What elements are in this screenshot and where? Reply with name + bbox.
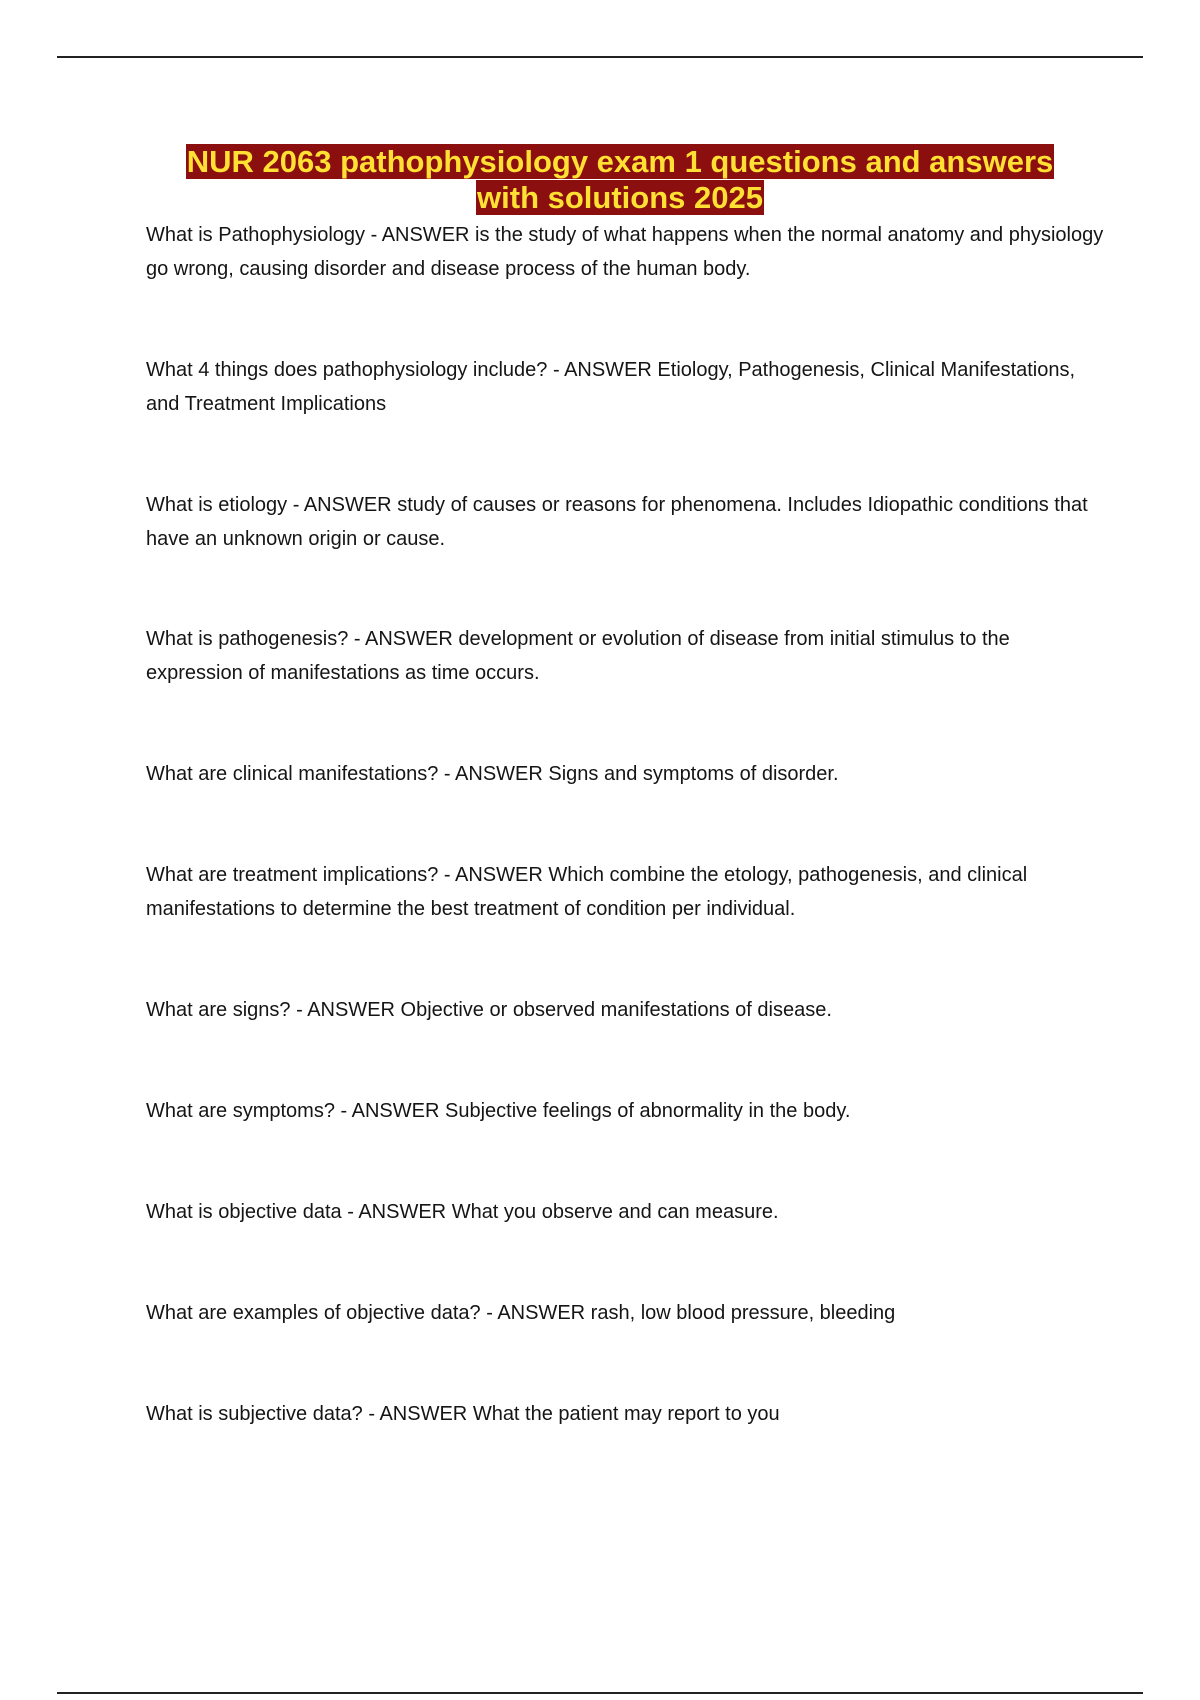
answer-label: ANSWER bbox=[358, 1201, 447, 1223]
question-text: What 4 things does pathophysiology include? bbox=[146, 359, 548, 381]
answer-text: Which combine the etology, pathogenesis, and clinical manifestations to determine the best treatment of condition per individual. bbox=[146, 864, 1028, 920]
title-line-2: with solutions 2025 bbox=[477, 180, 763, 215]
separator: - bbox=[287, 494, 304, 516]
question-text: What are examples of objective data? bbox=[146, 1302, 481, 1324]
answer-label: ANSWER bbox=[381, 224, 470, 246]
answer-text: Signs and symptoms of disorder. bbox=[548, 763, 839, 785]
answer-label: ANSWER bbox=[379, 1403, 468, 1425]
separator: - bbox=[438, 763, 456, 785]
answer-text: Subjective feelings of abnormality in the body. bbox=[444, 1100, 851, 1122]
answer-label: ANSWER bbox=[497, 1302, 586, 1324]
answer-label: ANSWER bbox=[455, 763, 543, 785]
question-text: What is Pathophysiology bbox=[146, 224, 366, 246]
document-title bbox=[60, 144, 1180, 216]
separator: - bbox=[438, 864, 456, 886]
answer-text: What you observe and can measure. bbox=[451, 1201, 779, 1223]
qa-item-5 bbox=[146, 757, 1106, 791]
question-text: What is objective data bbox=[146, 1201, 342, 1223]
separator: - bbox=[341, 1201, 359, 1223]
separator: - bbox=[365, 224, 382, 246]
qa-item-4 bbox=[146, 622, 1106, 690]
qa-item-1 bbox=[146, 218, 1106, 286]
separator: - bbox=[348, 628, 366, 650]
separator: - bbox=[362, 1403, 380, 1425]
qa-item-6 bbox=[146, 858, 1106, 926]
question-text: What are clinical manifestations? bbox=[146, 763, 439, 785]
answer-text: study of causes or reasons for phenomena. Includes Idiopathic conditions that have an unknown origin or cause. bbox=[146, 494, 1088, 550]
answer-label: ANSWER bbox=[365, 628, 453, 650]
answer-text: rash, low blood pressure, bleeding bbox=[590, 1302, 896, 1324]
answer-label: ANSWER bbox=[564, 359, 652, 381]
qa-item-7 bbox=[146, 993, 1106, 1027]
qa-item-8 bbox=[146, 1094, 1106, 1128]
question-text: What is pathogenesis? bbox=[146, 628, 349, 650]
qa-item-2 bbox=[146, 353, 1106, 421]
qa-item-3 bbox=[146, 488, 1106, 556]
answer-text: development or evolution of disease from initial stimulus to the expression of manifestations as time occurs. bbox=[146, 628, 1010, 684]
question-text: What are signs? bbox=[146, 999, 291, 1021]
answer-label: ANSWER bbox=[351, 1100, 440, 1122]
answer-text: What the patient may report to you bbox=[472, 1403, 780, 1425]
question-text: What are treatment implications? bbox=[146, 864, 439, 886]
bottom-rule bbox=[57, 1692, 1143, 1694]
separator: - bbox=[547, 359, 565, 381]
question-text: What is subjective data? bbox=[146, 1403, 363, 1425]
answer-label: ANSWER bbox=[303, 494, 392, 516]
answer-text: is the study of what happens when the normal anatomy and physiology go wrong, causing disorder and disease process of the human body. bbox=[146, 224, 1104, 280]
answer-text: Etiology, Pathogenesis, Clinical Manifestations, and Treatment Implications bbox=[146, 359, 1076, 415]
title-line-1: NUR 2063 pathophysiology exam 1 questions and answers bbox=[186, 144, 1054, 179]
question-text: What is etiology bbox=[146, 494, 288, 516]
separator: - bbox=[290, 999, 308, 1021]
qa-item-9 bbox=[146, 1195, 1106, 1229]
qa-item-10 bbox=[146, 1296, 1106, 1330]
separator: - bbox=[334, 1100, 352, 1122]
answer-label: ANSWER bbox=[307, 999, 395, 1021]
answer-text: Objective or observed manifestations of disease. bbox=[400, 999, 832, 1021]
top-rule bbox=[57, 56, 1143, 58]
separator: - bbox=[480, 1302, 498, 1324]
answer-label: ANSWER bbox=[455, 864, 543, 886]
qa-item-11 bbox=[146, 1397, 1106, 1431]
question-text: What are symptoms? bbox=[146, 1100, 335, 1122]
